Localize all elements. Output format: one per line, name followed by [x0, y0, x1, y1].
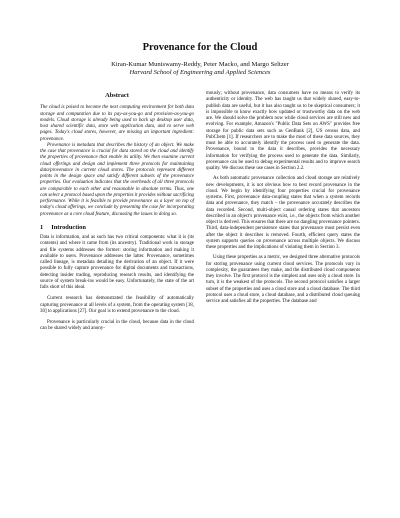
- two-column-body: [40, 91, 360, 333]
- section-heading-introduction: [40, 225, 194, 231]
- intro-paragraph: Current research has demonstrated the feasibility of automatically capturing provenance at all levels of a system, from the operating system [18, 30] to applications [27]. Our goal is to extend provenance to the cloud.: [40, 296, 194, 314]
- right-column: [206, 91, 360, 333]
- abstract-paragraph: The cloud is poised to become the next computing environment for both data storage and computation due to its pay-as-you-go and provision-as-you-go models. Cloud storage is already being used to back up desktop user data, host shared scientific data, store web application data, and to serve web pages. Today's cloud stores, however, are missing an important ingredient: provenance.: [40, 105, 194, 142]
- left-column: [40, 91, 194, 333]
- section-number: 1: [40, 223, 44, 231]
- abstract-heading: Abstract: [105, 92, 129, 99]
- paper-affiliation: Harvard School of Engineering and Applied Sciences: [129, 69, 271, 76]
- paper-authors: Kiran-Kumar Muniswamy-Reddy, Peter Macko, and Margo Seltzer: [111, 61, 289, 68]
- body-paragraph: Using these properties as a metric, we designed three alternative protocols for storing provenance using current cloud services. The protocols vary in complexity, the guarantees they make, and the distributed cloud components they involve. The first protocol is the simplest and uses only a cloud store. In turn, it is the weakest of the protocols. The second protocol satisfies a larger subset of the properties and uses a cloud store and a cloud database. The third protocol uses a cloud store, a cloud database, and a distributed cloud queuing service and satisfies all the properties. The database and: [206, 255, 360, 304]
- section-title: Introduction: [51, 223, 86, 231]
- paper-title: Provenance for the Cloud: [142, 42, 258, 53]
- body-paragraph: As both automatic provenance collection and cloud storage are relatively new developments, it is not obvious how to best record provenance in the cloud. We begin by identifying four properties crucial for provenance systems. First, provenance data-coupling states that when a system records data and provenance, they match – the provenance accurately describes the data recorded. Second, multi-object causal ordering states that ancestors described in an object's provenance exist, i.e., the objects from which another object is derived. This ensures that there are no dangling provenance pointers. Third, data-independent persistence states that provenance must persist even after the object it describes is removed. Fourth, efficient query states the system supports queries on provenance across multiple objects. We discuss these properties and the implications of violating them in Section 3.: [206, 176, 360, 250]
- intro-paragraph: Provenance is particularly crucial in the cloud, because data in the cloud can be shared widely and anony-: [40, 320, 194, 332]
- intro-paragraph: Data is information, and as such has two critical components: what it is (its contents) and where it came from (its ancestry). Traditional work in storage and file systems addresses the former: storing information and making it available to users. Provenance addresses the latter. Provenance, sometimes called lineage, is metadata detailing the derivation of an object. If it were possible to fully capture provenance for digital documents and transactions, detecting insider trading, reproducing research results, and identifying the source of system break-ins would be easy. Unfortunately, the state of the art falls short of this ideal.: [40, 235, 194, 290]
- abstract-paragraph: Provenance is metadata that describes the history of an object. We make the case that provenance is crucial for data stored on the cloud and identify the properties of provenance that enable its utility. We then examine current cloud offerings and design and implement three protocols for maintaining data/provenance in current cloud stores. The protocols represent different points in the design space and satisfy different subsets of the provenance properties. Our evaluation indicates that the overheads of all three protocols are comparable to each other and reasonable in absolute terms. Thus, one can select a protocol based upon the properties it provides without sacrificing performance. While it is feasible to provide provenance as a layer on top of today's cloud offerings, we conclude by presenting the case for incorporating provenance as a core cloud feature, discussing the issues in doing so.: [40, 142, 195, 217]
- body-paragraph: mously; without provenance, data consumers have no means to verify its authenticity or identity. The web has taught us that widely shared, easy-to-publish data are useful, but it has also taught us to be skeptical consumers; it is impossible to know exactly how updated or trustworthy data on the web are. We should solve the problem now while cloud services are still new and evolving. For example, Amazon's "Public Data Sets on AWS" provides free storage for public data sets such as GenBank [2], US census data, and PubChem [1]. If researchers are to make the most of these data sources, they must be able to accurately identify the process used to generate the data. Provenance, bound to the data it describes, provides the necessary information for verifying the process used to generate the data. Similarly, provenance can be used to debug experimental results and to improve search quality. We discuss these use cases in Section 2.2.: [206, 91, 360, 171]
- abstract-body: [40, 105, 194, 218]
